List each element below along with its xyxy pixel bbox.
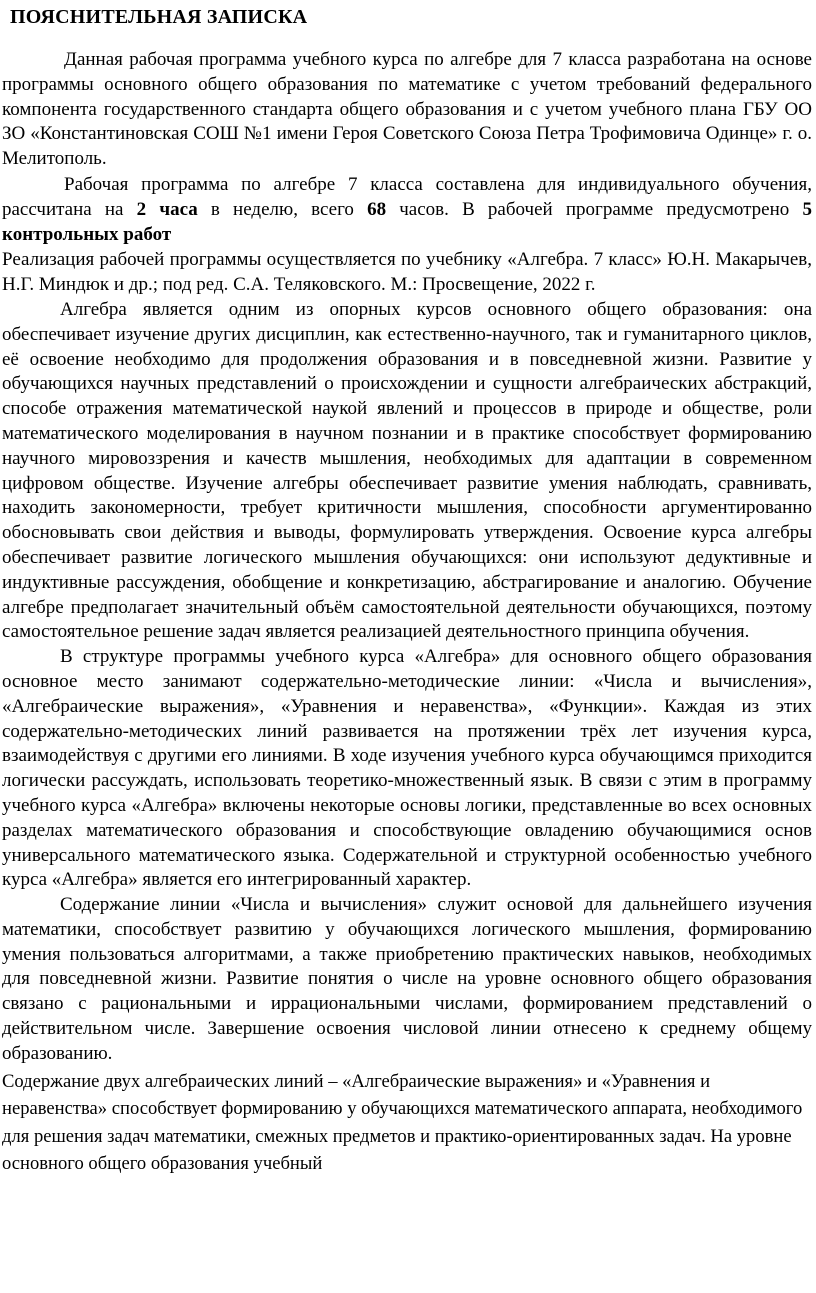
- hours-per-week: 2 часа: [136, 198, 198, 220]
- paragraph-program-structure: В структуре программы учебного курса «Алгебра» для основного общего образования основное место занимают содержательно-методические линии: «Числа и вычисления», «Алгебраические выражения», «Уравнения и неравенства», «Функции». Каждая из этих содержательно-методических линий развивается на протяжении трёх лет изучения курса, взаимодействуя с другими его линиями. В ходе изучения учебного курса обучающимся приходится логически рассуждать, использовать теоретико-множественный язык. В связи с этим в программу учебного курса «Алгебра» включены некоторые основы логики, представленные во всех основных разделах математического образования и способствующие овладению обучающимися основ универсального математического языка. Содержательной и структурной особенностью учебного курса «Алгебра» является его интегрированный характер.: [2, 646, 812, 891]
- paragraph-numbers-line: Содержание линии «Числа и вычисления» служит основой для дальнейшего изучения математики, способствует развитию у обучающихся логического мышления, формированию умения пользоваться алгоритмами, а также приобретению практических навыков, необходимых для повседневной жизни. Развитие понятия о числе на уровне основного общего образования связано с рациональными и иррациональными числами, формированием представлений о действительном числе. Завершение освоения числовой линии отнесено к среднему общему образованию.: [2, 894, 812, 1064]
- paragraph-intro: Данная рабочая программа учебного курса по алгебре для 7 класса разработана на основе программы основного общего образования по математике с учетом требований федерального компонента государственного стандарта общего образования и с учетом учебного плана ГБУ ОО ЗО «Константиновская СОШ №1 имени Героя Советского Союза Петра Трофимовича Одинце» г. о. Мелитополь.: [2, 49, 812, 170]
- paragraph-hours: [2, 173, 812, 247]
- paragraph-algebraic-lines: Содержание двух алгебраических линий – «Алгебраические выражения» и «Уравнения и неравенства» способствует формированию у обучающихся математического аппарата, необходимого для решения задач математики, смежных предметов и практико-ориентированных задач. На уровне основного общего образования учебный: [2, 1070, 803, 1175]
- total-hours: 68: [367, 198, 387, 220]
- paragraph-textbook: Реализация рабочей программы осуществляется по учебнику «Алгебра. 7 класс» Ю.Н. Макарычев, Н.Г. Миндюк и др.; под ред. С.А. Теляковского. М.: Просвещение, 2022 г.: [2, 249, 812, 296]
- hours-text-start: Рабочая программа по алгебре 7 класса составлена для индивидуального обучения, рассчитана на: [2, 173, 812, 220]
- hours-text-middle: в неделю, всего: [197, 198, 368, 220]
- hours-text-end: часов. В рабочей программе предусмотрено: [386, 198, 803, 220]
- document-title: ПОЯСНИТЕЛЬНАЯ ЗАПИСКА: [10, 6, 308, 28]
- tests-count: 5 контрольных работ: [2, 198, 812, 245]
- paragraph-algebra-role: Алгебра является одним из опорных курсов основного общего образования: она обеспечивает изучение других дисциплин, как естественно-научного, так и гуманитарного циклов, её освоение необходимо для продолжения образования и в повседневной жизни. Развитие у обучающихся научных представлений о происхождении и сущности алгебраических абстракций, способе отражения математической наукой явлений и процессов в природе и обществе, роли математического моделирования в научном познании и в практике способствует формированию научного мировоззрения и качеств мышления, необходимых для адаптации в современном цифровом обществе. Изучение алгебры обеспечивает развитие умения наблюдать, сравнивать, находить закономерности, требует критичности мышления, способности аргументированно обосновывать свои действия и выводы, формулировать утверждения. Освоение курса алгебры обеспечивает развитие логического мышления обучающихся: они используют дедуктивные и индуктивные рассуждения, обобщение и конкретизацию, абстрагирование и аналогию. Обучение алгебре предполагает значительный объём самостоятельной деятельности обучающихся, поэтому самостоятельное решение задач является реализацией деятельностного принципа обучения.: [2, 298, 812, 643]
